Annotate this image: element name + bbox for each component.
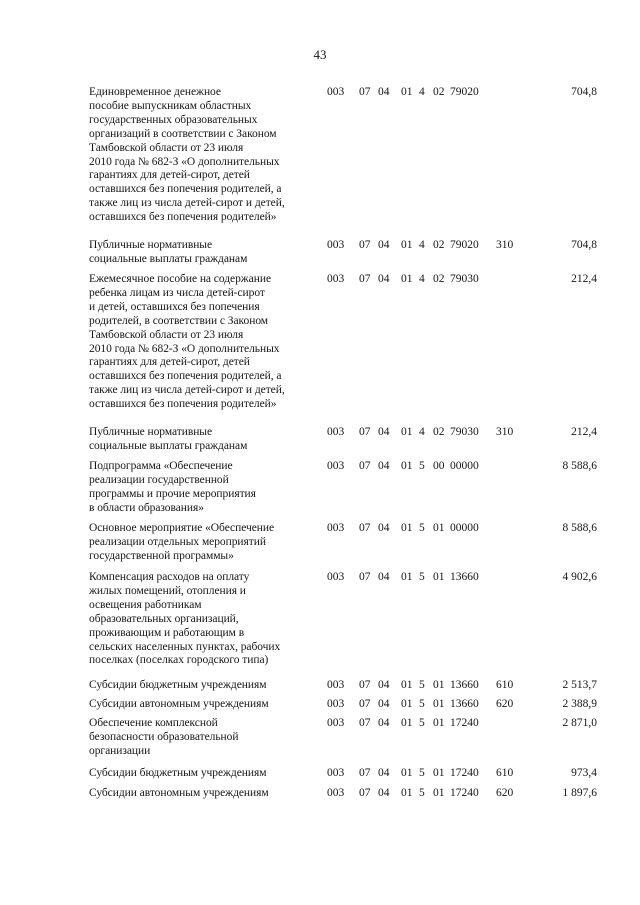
row-amount: 973,4 bbox=[571, 767, 597, 779]
row-amount: 2 388,9 bbox=[562, 698, 597, 710]
row-description: Ежемесячное пособие на содержание ребенка лицам из числа детей-сирот и детей, оставшихся без попечения родителей, в соответствии с Законом Тамбовской области от 23 июля 2010 года № 682-З «О дополнительных гарантиях для детей-сирот, детей оставшихся без попечения родителей, а также лиц из числа детей-сирот и детей, оставшихся без попечения родителей» bbox=[89, 273, 285, 411]
row-subsection-code: 04 bbox=[378, 522, 390, 534]
row-section-code: 07 bbox=[359, 522, 371, 534]
row-description: Подпрограмма «Обеспечение реализации государственной программы и прочие мероприятия в области образования» bbox=[89, 460, 256, 514]
row-description: Обеспечение комплексной безопасности образовательной организации bbox=[89, 717, 239, 757]
row-subprogram-code: 5 bbox=[419, 787, 425, 799]
row-amount: 1 897,6 bbox=[562, 787, 597, 799]
row-description: Основное мероприятие «Обеспечение реализации отдельных мероприятий государственной программы» bbox=[89, 522, 275, 562]
row-direction-code: 79030 bbox=[450, 426, 479, 438]
row-activity-code: 01 bbox=[433, 522, 445, 534]
row-direction-code: 13660 bbox=[450, 679, 479, 691]
row-amount: 8 588,6 bbox=[562, 522, 597, 534]
row-department-code: 003 bbox=[327, 86, 345, 98]
row-program-code: 01 bbox=[401, 426, 413, 438]
row-subsection-code: 04 bbox=[378, 571, 390, 583]
row-subprogram-code: 5 bbox=[419, 522, 425, 534]
row-section-code: 07 bbox=[359, 273, 371, 285]
row-description: Субсидии бюджетным учреждениям bbox=[89, 679, 267, 691]
row-subprogram-code: 5 bbox=[419, 717, 425, 729]
row-direction-code: 17240 bbox=[450, 767, 479, 779]
row-program-code: 01 bbox=[401, 787, 413, 799]
row-program-code: 01 bbox=[401, 767, 413, 779]
row-subprogram-code: 4 bbox=[419, 426, 425, 438]
row-department-code: 003 bbox=[327, 571, 345, 583]
row-direction-code: 17240 bbox=[450, 787, 479, 799]
row-department-code: 003 bbox=[327, 787, 345, 799]
row-description: Компенсация расходов на оплату жилых помещений, отопления и освещения работникам образовательных организаций, проживающим и работающим в сельских населенных пунктах, рабочих поселках (поселках городского типа) bbox=[89, 571, 281, 667]
row-subsection-code: 04 bbox=[378, 698, 390, 710]
row-department-code: 003 bbox=[327, 426, 345, 438]
row-amount: 8 588,6 bbox=[562, 460, 597, 472]
row-amount: 2 871,0 bbox=[562, 717, 597, 729]
row-activity-code: 01 bbox=[433, 571, 445, 583]
row-direction-code: 17240 bbox=[450, 717, 479, 729]
row-direction-code: 00000 bbox=[450, 522, 479, 534]
row-program-code: 01 bbox=[401, 522, 413, 534]
row-section-code: 07 bbox=[359, 767, 371, 779]
row-subprogram-code: 5 bbox=[419, 679, 425, 691]
row-department-code: 003 bbox=[327, 522, 345, 534]
row-activity-code: 01 bbox=[433, 787, 445, 799]
row-program-code: 01 bbox=[401, 571, 413, 583]
row-description: Субсидии автономным учреждениям bbox=[89, 787, 269, 799]
page-number: 43 bbox=[313, 47, 327, 62]
row-subsection-code: 04 bbox=[378, 767, 390, 779]
row-subprogram-code: 5 bbox=[419, 698, 425, 710]
row-activity-code: 01 bbox=[433, 679, 445, 691]
row-program-code: 01 bbox=[401, 679, 413, 691]
row-program-code: 01 bbox=[401, 717, 413, 729]
row-amount: 212,4 bbox=[571, 426, 597, 438]
row-subprogram-code: 4 bbox=[419, 86, 425, 98]
row-expense-type-code: 620 bbox=[496, 787, 514, 799]
row-subprogram-code: 4 bbox=[419, 273, 425, 285]
row-department-code: 003 bbox=[327, 239, 345, 251]
row-direction-code: 13660 bbox=[450, 698, 479, 710]
row-section-code: 07 bbox=[359, 679, 371, 691]
row-description: Публичные нормативные социальные выплаты гражданам bbox=[89, 239, 248, 265]
row-subsection-code: 04 bbox=[378, 787, 390, 799]
row-section-code: 07 bbox=[359, 717, 371, 729]
row-program-code: 01 bbox=[401, 460, 413, 472]
row-activity-code: 02 bbox=[433, 426, 445, 438]
row-subsection-code: 04 bbox=[378, 273, 390, 285]
row-amount: 704,8 bbox=[571, 86, 597, 98]
row-subsection-code: 04 bbox=[378, 86, 390, 98]
row-subprogram-code: 5 bbox=[419, 571, 425, 583]
row-activity-code: 02 bbox=[433, 239, 445, 251]
row-activity-code: 01 bbox=[433, 717, 445, 729]
row-department-code: 003 bbox=[327, 698, 345, 710]
row-expense-type-code: 610 bbox=[496, 679, 514, 691]
row-direction-code: 79020 bbox=[450, 239, 479, 251]
row-section-code: 07 bbox=[359, 460, 371, 472]
row-direction-code: 79030 bbox=[450, 273, 479, 285]
row-section-code: 07 bbox=[359, 698, 371, 710]
row-subsection-code: 04 bbox=[378, 717, 390, 729]
row-activity-code: 01 bbox=[433, 698, 445, 710]
row-expense-type-code: 610 bbox=[496, 767, 514, 779]
row-direction-code: 79020 bbox=[450, 86, 479, 98]
row-section-code: 07 bbox=[359, 426, 371, 438]
row-section-code: 07 bbox=[359, 571, 371, 583]
row-subsection-code: 04 bbox=[378, 460, 390, 472]
row-activity-code: 02 bbox=[433, 273, 445, 285]
row-subprogram-code: 5 bbox=[419, 767, 425, 779]
row-direction-code: 00000 bbox=[450, 460, 479, 472]
row-subprogram-code: 5 bbox=[419, 460, 425, 472]
row-activity-code: 01 bbox=[433, 767, 445, 779]
row-amount: 212,4 bbox=[571, 273, 597, 285]
row-section-code: 07 bbox=[359, 787, 371, 799]
row-section-code: 07 bbox=[359, 86, 371, 98]
row-subsection-code: 04 bbox=[378, 679, 390, 691]
row-program-code: 01 bbox=[401, 698, 413, 710]
row-expense-type-code: 310 bbox=[496, 426, 514, 438]
row-amount: 2 513,7 bbox=[562, 679, 597, 691]
row-expense-type-code: 620 bbox=[496, 698, 514, 710]
row-department-code: 003 bbox=[327, 679, 345, 691]
row-expense-type-code: 310 bbox=[496, 239, 514, 251]
row-activity-code: 00 bbox=[433, 460, 445, 472]
row-department-code: 003 bbox=[327, 273, 345, 285]
row-program-code: 01 bbox=[401, 86, 413, 98]
row-description: Единовременное денежное пособие выпускникам областных государственных образовательных организаций в соответствии с Законом Тамбовской области от 23 июля 2010 года № 682-З «О дополнительных гарантиях для детей-сирот, детей оставшихся без попечения родителей, а также лиц из числа детей-сирот и детей, оставшихся без попечения родителей» bbox=[89, 86, 285, 224]
row-description: Субсидии бюджетным учреждениям bbox=[89, 767, 267, 779]
row-department-code: 003 bbox=[327, 717, 345, 729]
row-program-code: 01 bbox=[401, 239, 413, 251]
row-department-code: 003 bbox=[327, 460, 345, 472]
row-subprogram-code: 4 bbox=[419, 239, 425, 251]
row-amount: 4 902,6 bbox=[562, 571, 597, 583]
row-description: Субсидии автономным учреждениям bbox=[89, 698, 269, 710]
row-amount: 704,8 bbox=[571, 239, 597, 251]
row-description: Публичные нормативные социальные выплаты гражданам bbox=[89, 426, 248, 452]
row-subsection-code: 04 bbox=[378, 239, 390, 251]
row-activity-code: 02 bbox=[433, 86, 445, 98]
row-program-code: 01 bbox=[401, 273, 413, 285]
row-section-code: 07 bbox=[359, 239, 371, 251]
row-subsection-code: 04 bbox=[378, 426, 390, 438]
row-direction-code: 13660 bbox=[450, 571, 479, 583]
row-department-code: 003 bbox=[327, 767, 345, 779]
